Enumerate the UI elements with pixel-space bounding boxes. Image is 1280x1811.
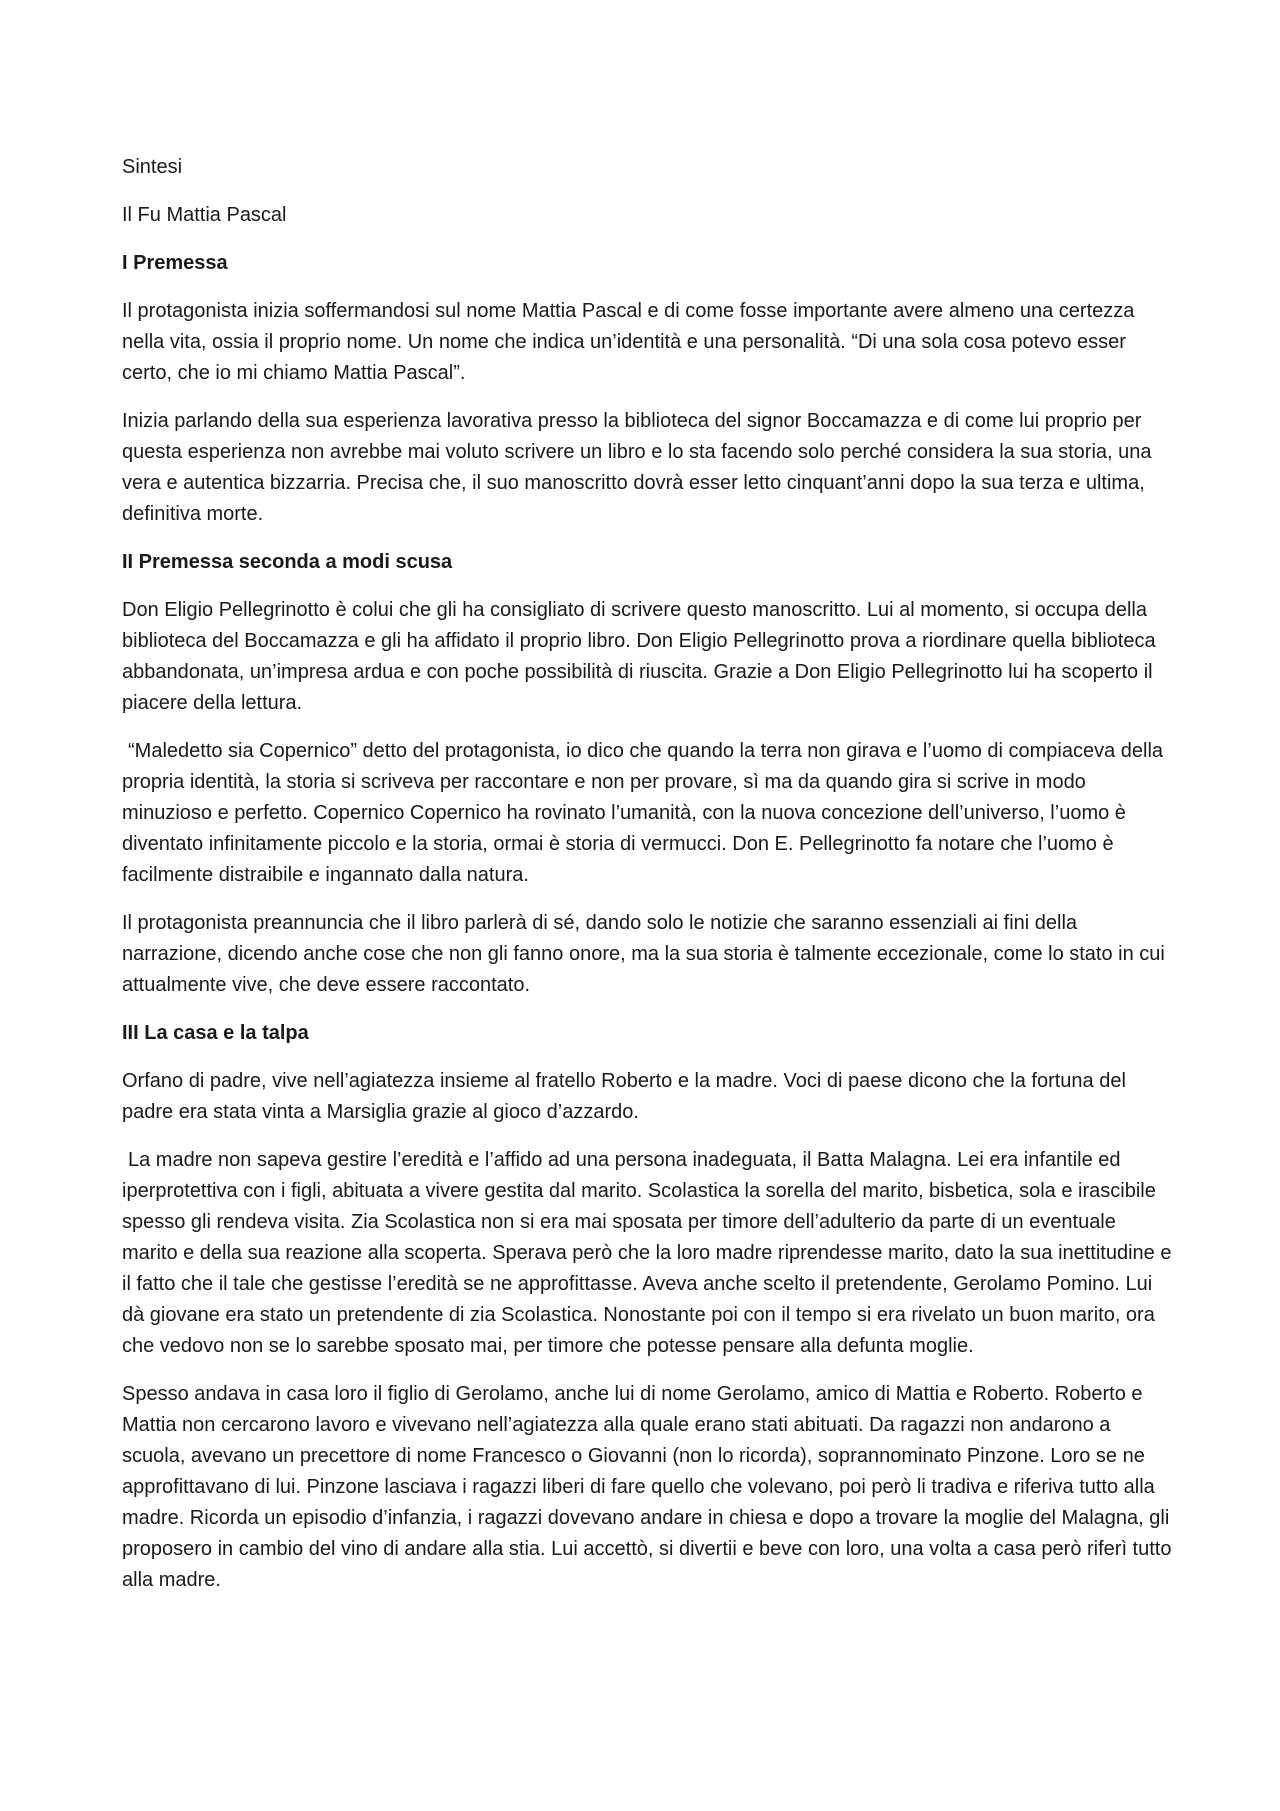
section-2-paragraph-1: Don Eligio Pellegrinotto è colui che gli ha consigliato di scrivere questo manoscritto. Lui al momento, si occupa della biblioteca del Boccamazza e gli ha affidato il proprio libro. Don Eligio Pellegrinotto prova a riordinare quella biblioteca abbandonata, un’impresa ardua e con poche possibilità di riuscita. Grazie a Don Eligio Pellegrinotto lui ha scoperto il piacere della lettura. xyxy=(122,599,1156,714)
document-page xyxy=(122,152,1172,1613)
document-title: Il Fu Mattia Pascal xyxy=(122,204,287,226)
section-2-paragraph-2: “Maledetto sia Copernico” detto del protagonista, io dico che quando la terra non girava e l’uomo di compiaceva della propria identità, la storia si scriveva per raccontare e non per provare, sì ma da quando gira si scrive in modo minuzioso e perfetto. Copernico Copernico ha rovinato l’umanità, con la nuova concezione dell’universo, l’uomo è diventato infinitamente piccolo e la storia, ormai è storia di vermucci. Don E. Pellegrinotto fa notare che l’uomo è facilmente distraibile e ingannato dalla natura. xyxy=(122,740,1164,886)
document-label: Sintesi xyxy=(122,156,183,178)
section-3-paragraph-3: Spesso andava in casa loro il figlio di Gerolamo, anche lui di nome Gerolamo, amico di Mattia e Roberto. Roberto e Mattia non cercarono lavoro e vivevano nell’agiatezza alla quale erano stati abituati. Da ragazzi non andarono a scuola, avevano un precettore di nome Francesco o Giovanni (non lo ricorda), soprannominato Pinzone. Loro se ne approfittavano di lui. Pinzone lasciava i ragazzi liberi di fare quello che volevano, poi però li tradiva e riferiva tutto alla madre. Ricorda un episodio d’infanzia, i ragazzi dovevano andare in chiesa e dopo a trovare la moglie del Malagna, gli proposero in cambio del vino di andare alla stia. Lui accettò, si divertii e beve con loro, una volta a casa però riferì tutto alla madre. xyxy=(122,1383,1172,1591)
section-heading-2: II Premessa seconda a modi scusa xyxy=(122,551,453,573)
section-3-paragraph-1: Orfano di padre, vive nell’agiatezza insieme al fratello Roberto e la madre. Voci di paese dicono che la fortuna del padre era stata vinta a Marsiglia grazie al gioco d’azzardo. xyxy=(122,1070,1126,1123)
section-2-paragraph-3: Il protagonista preannuncia che il libro parlerà di sé, dando solo le notizie che saranno essenziali ai fini della narrazione, dicendo anche cose che non gli fanno onore, ma la sua storia è talmente eccezionale, come lo stato in cui attualmente vive, che deve essere raccontato. xyxy=(122,912,1165,996)
section-heading-3: III La casa e la talpa xyxy=(122,1022,309,1044)
section-1-paragraph-2: Inizia parlando della sua esperienza lavorativa presso la biblioteca del signor Boccamazza e di come lui proprio per questa esperienza non avrebbe mai voluto scrivere un libro e lo sta facendo solo perché considera la sua storia, una vera e autentica bizzarria. Precisa che, il suo manoscritto dovrà esser letto cinquant’anni dopo la sua terza e ultima, definitiva morte. xyxy=(122,410,1152,525)
section-heading-1: I Premessa xyxy=(122,252,228,274)
section-1-paragraph-1: Il protagonista inizia soffermandosi sul nome Mattia Pascal e di come fosse importante avere almeno una certezza nella vita, ossia il proprio nome. Un nome che indica un’identità e una personalità. “Di una sola cosa potevo esser certo, che io mi chiamo Mattia Pascal”. xyxy=(122,300,1135,384)
section-3-paragraph-2: La madre non sapeva gestire l’eredità e l’affido ad una persona inadeguata, il Batta Malagna. Lei era infantile ed iperprotettiva con i figli, abituata a vivere gestita dal marito. Scolastica la sorella del marito, bisbetica, sola e irascibile spesso gli rendeva visita. Zia Scolastica non si era mai sposata per timore dell’adulterio da parte di un eventuale marito e della sua reazione alla scoperta. Sperava però che la loro madre riprendesse marito, dato la sua inettitudine e il fatto che il tale che gestisse l’eredità se ne approfittasse. Aveva anche scelto il pretendente, Gerolamo Pomino. Lui dà giovane era stato un pretendente di zia Scolastica. Nonostante poi con il tempo si era rivelato un buon marito, ora che vedovo non se lo sarebbe sposato mai, per timore che potesse pensare alla defunta moglie. xyxy=(122,1149,1172,1357)
